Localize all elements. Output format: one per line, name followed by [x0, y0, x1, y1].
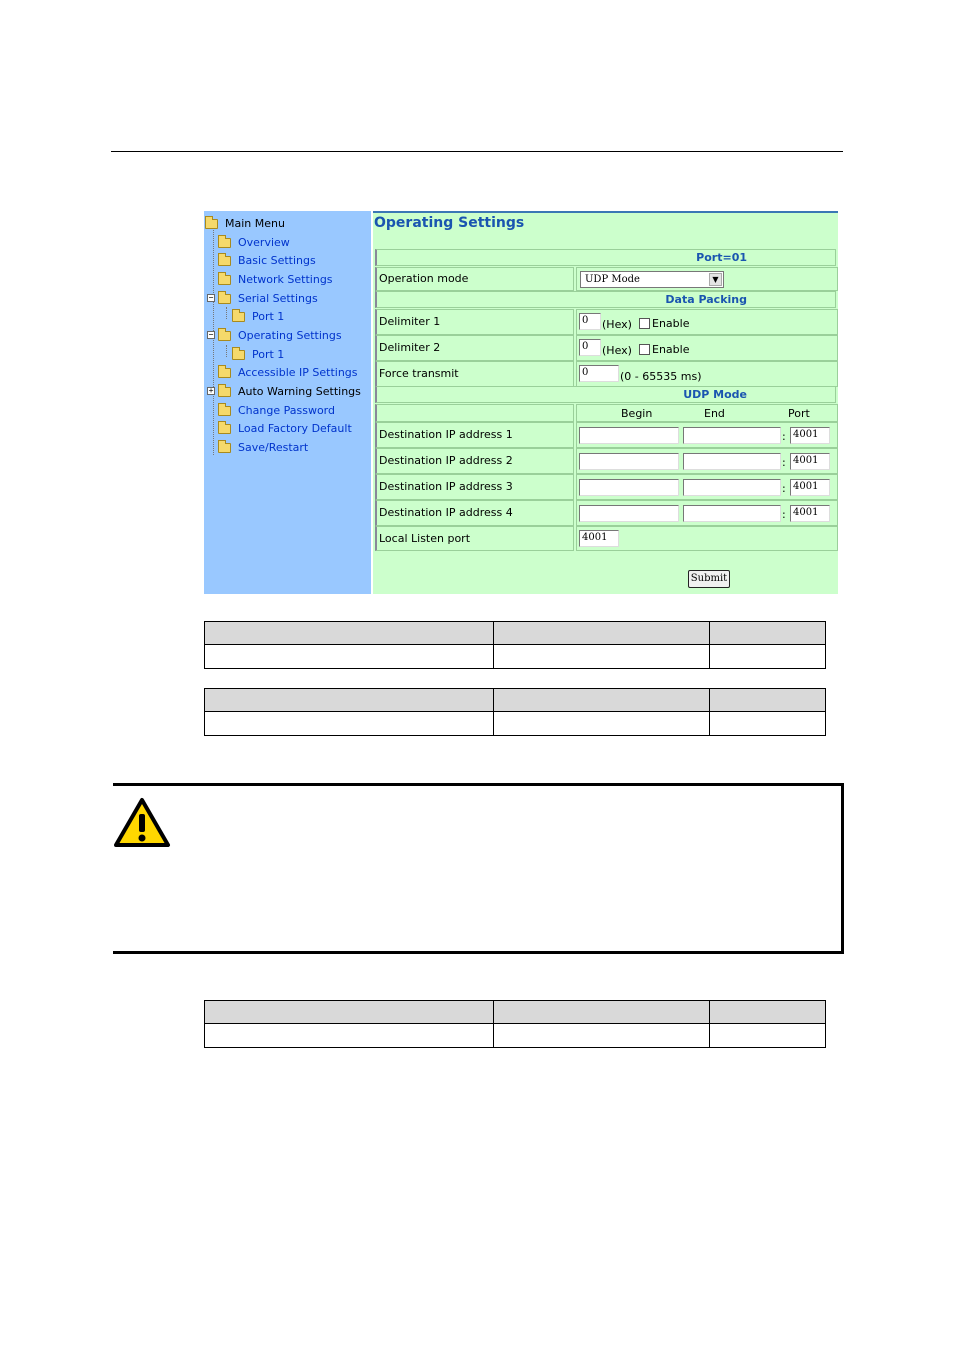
delimiter-2-input[interactable]: 0	[579, 339, 601, 356]
delimiter-1-row: Delimiter 1 0 (Hex) Enable	[375, 309, 838, 335]
destination-ip-row-4: Destination IP address 4 : 4001	[375, 500, 838, 526]
operating-settings-panel	[373, 211, 838, 594]
settings-table-3	[204, 1000, 826, 1048]
nav-item-overview[interactable]: Overview	[218, 235, 290, 251]
nav-item-serial-port-1[interactable]: Port 1	[232, 309, 284, 325]
folder-open-icon	[205, 219, 218, 229]
folder-open-icon	[218, 331, 231, 341]
destination-ip-end-input-2[interactable]	[683, 453, 781, 470]
nav-item-save-restart[interactable]: Save/Restart	[218, 440, 308, 456]
destination-ip-begin-input-2[interactable]	[579, 453, 679, 470]
warning-box	[113, 783, 844, 954]
data-packing-header: Data Packing	[375, 291, 836, 308]
folder-icon	[218, 443, 231, 453]
nav-item-change-password[interactable]: Change Password	[218, 403, 335, 419]
force-transmit-row: Force transmit 0 (0 - 65535 ms)	[375, 361, 838, 387]
force-transmit-input[interactable]: 0	[579, 365, 619, 382]
delimiter-1-enable-checkbox[interactable]	[639, 318, 650, 329]
folder-icon	[218, 256, 231, 266]
nav-item-operating-settings[interactable]: Operating Settings	[218, 328, 342, 344]
warning-icon	[113, 797, 171, 848]
nav-item-basic-settings[interactable]: Basic Settings	[218, 253, 316, 269]
col-end: End	[704, 407, 725, 420]
operation-mode-row	[375, 267, 838, 291]
folder-icon	[232, 312, 245, 322]
table-header	[205, 689, 825, 712]
nav-item-network-settings[interactable]: Network Settings	[218, 272, 333, 288]
destination-port-input-2[interactable]: 4001	[790, 453, 830, 470]
delimiter-1-input[interactable]: 0	[579, 313, 601, 330]
folder-open-icon	[218, 294, 231, 304]
nav-item-operating-port-1[interactable]: Port 1	[232, 347, 284, 363]
destination-ip-end-input-1[interactable]	[683, 427, 781, 444]
destination-ip-label-3: Destination IP address 3	[375, 474, 574, 500]
table-header	[205, 622, 825, 645]
folder-icon	[218, 406, 231, 416]
col-port: Port	[788, 407, 810, 420]
operation-mode-label: Operation mode	[375, 267, 574, 291]
udp-column-headers	[375, 404, 838, 422]
col-begin: Begin	[621, 407, 653, 420]
delimiter-2-label: Delimiter 2	[375, 335, 574, 361]
local-listen-port-input[interactable]: 4001	[579, 530, 619, 547]
udp-mode-header: UDP Mode	[375, 386, 836, 403]
delimiter-2-row: Delimiter 2 0 (Hex) Enable	[375, 335, 838, 361]
destination-ip-row-3: Destination IP address 3 : 4001	[375, 474, 838, 500]
delimiter-2-enable-checkbox[interactable]	[639, 344, 650, 355]
page-title: Operating Settings	[374, 215, 525, 231]
expand-icon[interactable]: +	[208, 386, 214, 395]
nav-item-accessible-ip-settings[interactable]: Accessible IP Settings	[218, 365, 358, 381]
table-header	[205, 1001, 825, 1024]
settings-table-1	[204, 621, 826, 669]
destination-port-input-3[interactable]: 4001	[790, 479, 830, 496]
nav-item-auto-warning-settings[interactable]: Auto Warning Settings	[218, 384, 361, 400]
operation-mode-select[interactable]: UDP Mode ▼	[580, 271, 724, 288]
local-listen-port-label: Local Listen port	[375, 526, 574, 551]
folder-icon	[218, 387, 231, 397]
web-console-screenshot	[204, 211, 838, 594]
destination-ip-begin-input-1[interactable]	[579, 427, 679, 444]
folder-icon	[218, 238, 231, 248]
submit-button[interactable]: Submit	[688, 570, 730, 588]
nav-item-main-menu[interactable]: Main Menu	[205, 216, 285, 232]
force-transmit-label: Force transmit	[375, 361, 574, 387]
nav-item-serial-settings[interactable]: Serial Settings	[218, 291, 318, 307]
destination-ip-end-input-4[interactable]	[683, 505, 781, 522]
port-header: Port=01	[375, 249, 836, 266]
local-listen-port-row	[375, 526, 838, 551]
destination-ip-begin-input-3[interactable]	[579, 479, 679, 496]
collapse-icon[interactable]: −	[208, 293, 214, 302]
destination-ip-label-1: Destination IP address 1	[375, 422, 574, 448]
folder-icon	[218, 368, 231, 378]
delimiter-1-label: Delimiter 1	[375, 309, 574, 335]
collapse-icon[interactable]: −	[208, 330, 214, 339]
destination-ip-label-2: Destination IP address 2	[375, 448, 574, 474]
settings-table-2	[204, 688, 826, 736]
folder-icon	[232, 350, 245, 360]
folder-icon	[218, 275, 231, 285]
header-rule	[111, 151, 843, 152]
destination-ip-row-1: Destination IP address 1 : 4001	[375, 422, 838, 448]
nav-tree	[204, 211, 371, 594]
destination-ip-end-input-3[interactable]	[683, 479, 781, 496]
destination-ip-row-2: Destination IP address 2 : 4001	[375, 448, 838, 474]
folder-icon	[218, 424, 231, 434]
chevron-down-icon[interactable]: ▼	[709, 273, 722, 286]
destination-port-input-1[interactable]: 4001	[790, 427, 830, 444]
destination-ip-label-4: Destination IP address 4	[375, 500, 574, 526]
destination-port-input-4[interactable]: 4001	[790, 505, 830, 522]
nav-item-load-factory-default[interactable]: Load Factory Default	[218, 421, 352, 437]
destination-ip-begin-input-4[interactable]	[579, 505, 679, 522]
